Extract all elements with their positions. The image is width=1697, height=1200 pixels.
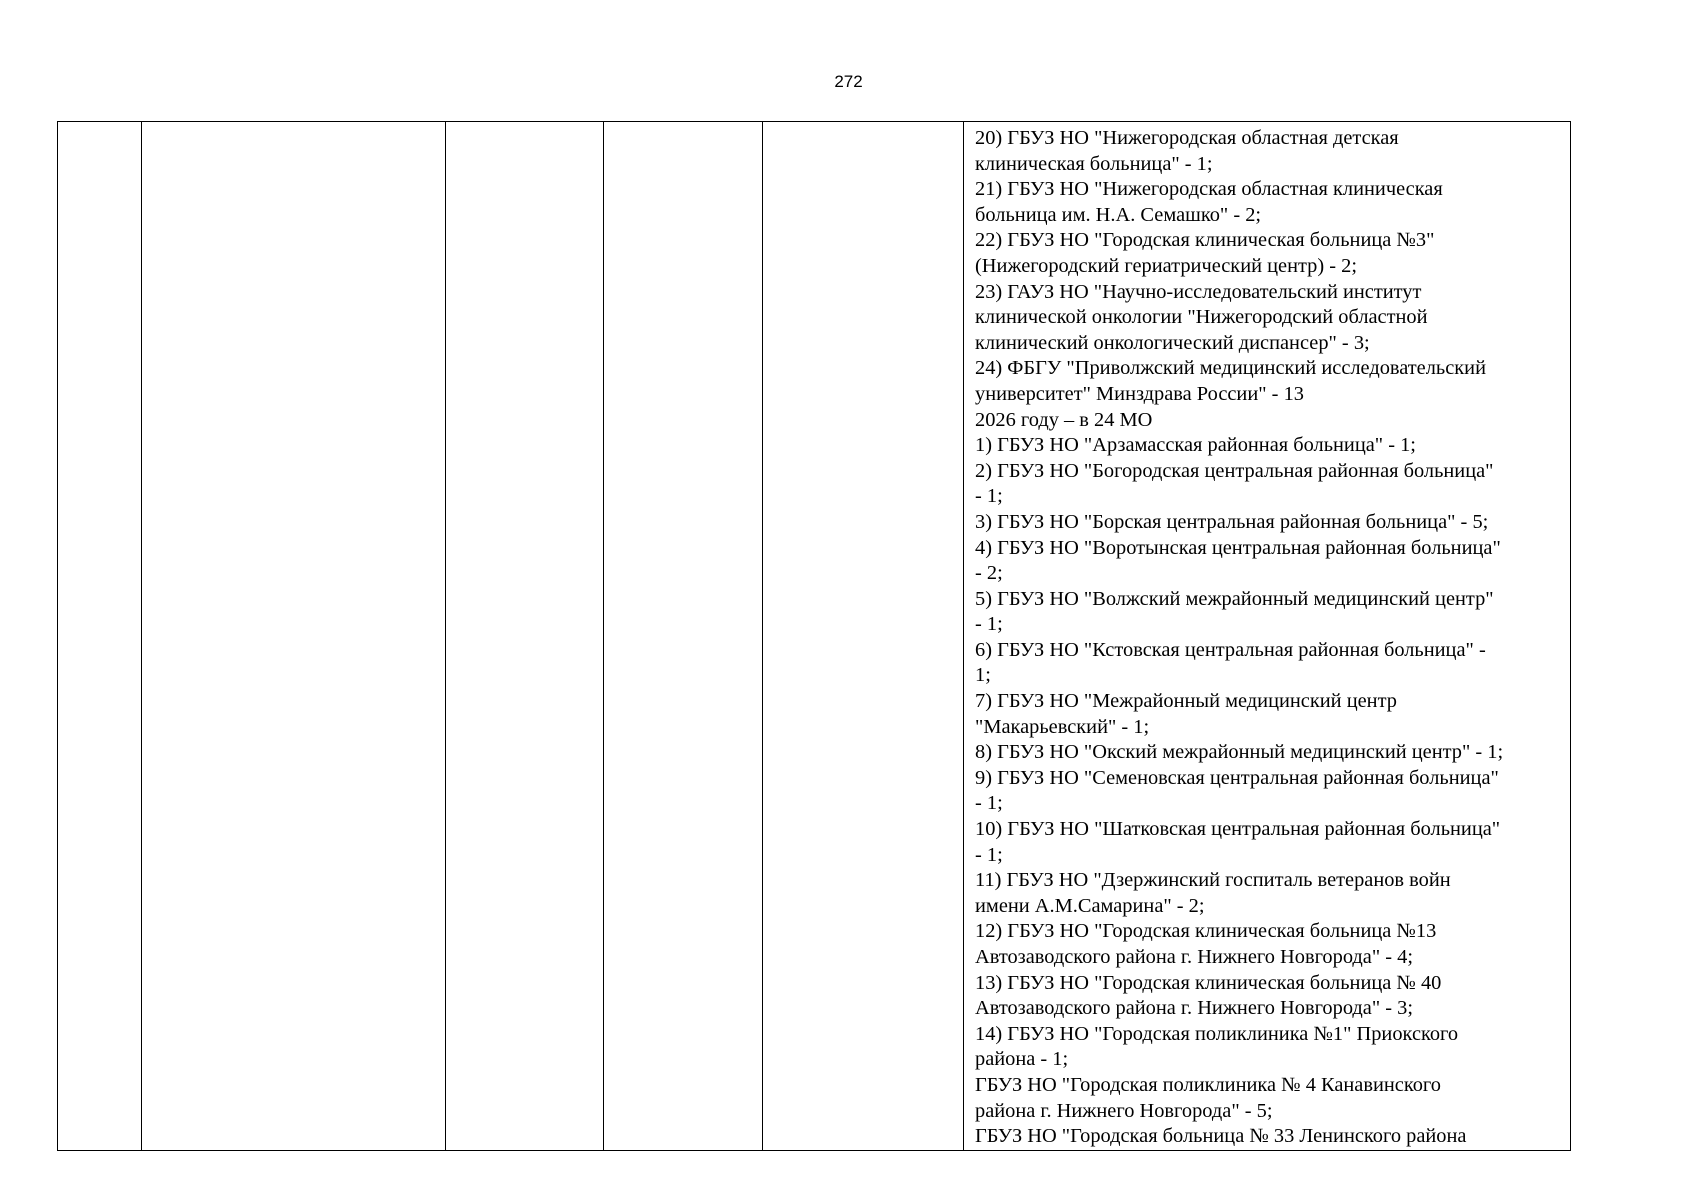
- list-item: 10) ГБУЗ НО "Шатковская центральная районная больница": [975, 818, 1501, 841]
- list-item: клиническая больница" - 1;: [975, 152, 1213, 175]
- medical-organizations-list: [964, 122, 1570, 1150]
- list-item: 21) ГБУЗ НО "Нижегородская областная клиническая: [975, 178, 1443, 201]
- list-item: 12) ГБУЗ НО "Городская клиническая больница №13: [975, 920, 1437, 943]
- list-item: 4) ГБУЗ НО "Воротынская центральная районная больница": [975, 536, 1501, 559]
- list-item: имени А.М.Самарина" - 2;: [975, 894, 1205, 917]
- list-item: университет" Минздрава России" - 13: [975, 382, 1304, 405]
- table-cell-1: [58, 122, 142, 1151]
- list-item: 9) ГБУЗ НО "Семеновская центральная районная больница": [975, 766, 1499, 789]
- list-item: 14) ГБУЗ НО "Городская поликлиника №1" Приокского: [975, 1022, 1459, 1045]
- document-table: [57, 121, 1571, 1151]
- list-item: больница им. Н.А. Семашко" - 2;: [975, 203, 1262, 226]
- list-item: 1) ГБУЗ НО "Арзамасская районная больница" - 1;: [975, 434, 1416, 457]
- list-item: ГБУЗ НО "Городская поликлиника № 4 Канавинского: [975, 1073, 1441, 1096]
- list-item: 24) ФБГУ "Приволжский медицинский исследовательский: [975, 357, 1486, 380]
- table-row: [58, 122, 1571, 1151]
- list-item: района - 1;: [975, 1048, 1069, 1071]
- list-item: "Макарьевский" - 1;: [975, 715, 1150, 738]
- list-item: 2) ГБУЗ НО "Богородская центральная районная больница": [975, 459, 1494, 482]
- list-item: Автозаводского района г. Нижнего Новгорода" - 4;: [975, 946, 1414, 968]
- medical-organizations-cell: [964, 122, 1571, 1151]
- list-item: района г. Нижнего Новгорода" - 5;: [975, 1099, 1273, 1122]
- list-item: 23) ГАУЗ НО "Научно-исследовательский институт: [975, 280, 1422, 303]
- page-number: 272: [834, 72, 863, 91]
- list-item: 20) ГБУЗ НО "Нижегородская областная детская: [975, 127, 1399, 149]
- list-item: 6) ГБУЗ НО "Кстовская центральная районная больница" -: [975, 638, 1486, 661]
- table-cell-2: [142, 122, 446, 1151]
- list-item: 3) ГБУЗ НО "Борская центральная районная больница" - 5;: [975, 510, 1489, 533]
- list-item: - 1;: [975, 613, 1003, 636]
- list-item: Автозаводского района г. Нижнего Новгорода" - 3;: [975, 997, 1414, 1020]
- list-item: - 2;: [975, 562, 1003, 585]
- list-item: 7) ГБУЗ НО "Межрайонный медицинский центр: [975, 690, 1397, 713]
- list-item: - 1;: [975, 485, 1003, 508]
- list-item: 1;: [975, 664, 991, 687]
- list-item: 2026 году – в 24 МО: [975, 408, 1153, 431]
- table-cell-4: [604, 122, 763, 1151]
- list-item: 13) ГБУЗ НО "Городская клиническая больница № 40: [975, 971, 1442, 994]
- list-item: 22) ГБУЗ НО "Городская клиническая больница №3": [975, 229, 1435, 252]
- list-item: клинический онкологический диспансер" - 3;: [975, 331, 1370, 354]
- list-item: - 1;: [975, 843, 1003, 866]
- list-item: ГБУЗ НО "Городская больница № 33 Ленинского района: [975, 1125, 1467, 1148]
- list-item: - 1;: [975, 792, 1003, 815]
- list-item: 5) ГБУЗ НО "Волжский межрайонный медицинский центр": [975, 587, 1494, 610]
- list-item: 11) ГБУЗ НО "Дзержинский госпиталь ветеранов войн: [975, 869, 1451, 892]
- list-item: клинической онкологии "Нижегородский областной: [975, 306, 1428, 329]
- list-item: (Нижегородский гериатрический центр) - 2;: [975, 254, 1358, 277]
- table-cell-5: [763, 122, 964, 1151]
- list-item: 8) ГБУЗ НО "Окский межрайонный медицинский центр" - 1;: [975, 741, 1504, 764]
- table-cell-3: [446, 122, 604, 1151]
